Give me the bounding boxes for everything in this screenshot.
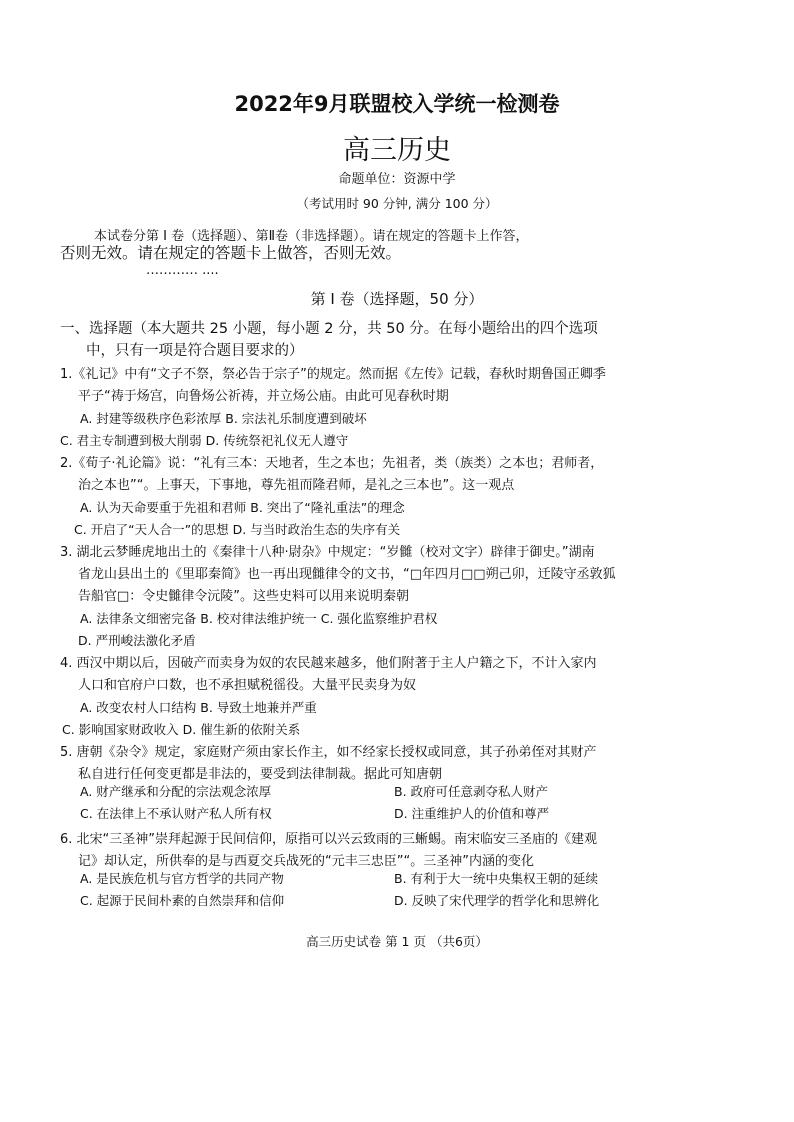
q5-line-2: 私自进行任何变更都是非法的，要受到法律制裁。据此可知唐朝: [78, 767, 443, 782]
q6-line-2: 记》却认定，所供奉的是与西夏交兵战死的“元丰三忠臣”“。三圣神”内涵的变化: [78, 854, 534, 869]
q1-options-ab: A. 封建等级秩序色彩浓厚 B. 宗法礼乐制度遭到破坏: [80, 411, 367, 426]
q1-line-1: 1.《礼记》中有“文子不祭，祭必告于宗子”的规定。然而据《左传》记载，春秋时期鲁国正卿季: [60, 367, 606, 382]
q2-line-2: 治之本也”“。上事天，下事地，尊先祖而隆君师，是礼之三本也”。这一观点: [78, 478, 515, 493]
exam-title: 2022年9月联盟校入学统一检测卷: [234, 92, 560, 116]
subject-title: 高三历史: [343, 135, 451, 166]
q2-line-1: 2.《荀子·礼论篇》说：“礼有三本：天地者，生之本也；先祖者，类（族类）之本也；君师者，: [60, 456, 604, 471]
q4-options-ab: A. 改变农村人口结构 B. 导致土地兼并严重: [80, 700, 317, 715]
q6-option-d: D. 反映了宋代理学的哲学化和思辨化: [394, 893, 600, 908]
q2-options-ab: A. 认为天命要重于先祖和君师 B. 突出了“隆礼重法”的理念: [80, 500, 405, 515]
q5-line-1: 5. 唐朝《杂令》规定，家庭财产须由家长作主，如不经家长授权或同意，其子孙弟侄对其财产: [60, 745, 597, 760]
intro-line-1: 本试卷分第 I 卷（选择题）、第Ⅱ卷（非选择题）。请在规定的答题卡上作答，: [94, 229, 529, 244]
q1-options-cd: C. 君主专制遭到极大削弱 D. 传统祭祀礼仪无人遵守: [60, 433, 349, 448]
q4-options-cd: C. 影响国家财政收入 D. 催生新的依附关系: [62, 722, 301, 737]
q3-options-abc: A. 法律条文细密完备 B. 校对律法维护统一 C. 强化监察维护君权: [80, 611, 438, 626]
q3-line-1: 3. 湖北云梦睡虎地出土的《秦律十八种·尉杂》中规定：“岁雠（校对文字）辟律于御史。”湖南: [60, 545, 595, 560]
section-title: 第 I 卷（选择题，50 分）: [310, 290, 484, 308]
q6-option-c: C. 起源于民间朴素的自然崇拜和信仰: [80, 893, 285, 908]
q6-option-a: A. 是民族危机与官方哲学的共同产物: [80, 871, 284, 886]
q6-option-b: B. 有利于大一统中央集权王朝的延续: [394, 871, 599, 886]
q4-line-1: 4. 西汉中期以后，因破产而卖身为奴的农民越来越多，他们附著于主人户籍之下，不计入家内: [60, 656, 597, 671]
intro-line-2: 否则无效。请在规定的答题卡上做答，否则无效。: [60, 244, 402, 262]
q5-option-b: B. 政府可任意剥夺私人财产: [394, 784, 549, 799]
q5-option-a: A. 财产继承和分配的宗法观念浓厚: [80, 784, 272, 799]
part-instructions-1: 一、选择题（本大题共 25 小题，每小题 2 分，共 50 分。在每小题给出的四个选项: [60, 321, 598, 337]
time-info: （考试用时 90 分钟, 满分 100 分）: [296, 196, 498, 211]
q5-option-d: D. 注重维护人的价值和尊严: [394, 806, 550, 821]
q3-line-2: 省龙山县出土的《里耶秦简》也一再出现雠律令的文书，“□年四月□□朔己卯，迁陵守丞敦狐: [78, 567, 616, 582]
author-line: 命题单位：资源中学: [338, 172, 456, 187]
intro-dots: ………… ....: [146, 263, 219, 278]
q4-line-2: 人口和官府户口数，也不承担赋税徭役。大量平民卖身为奴: [78, 678, 417, 693]
q1-line-2: 平子“祷于炀宫，向鲁炀公祈祷，并立炀公庙。由此可见春秋时期: [78, 389, 449, 404]
q2-options-cd: C. 开启了“天人合一”的思想 D. 与当时政治生态的失序有关: [74, 522, 401, 537]
q5-option-c: C. 在法律上不承认财产私人所有权: [80, 806, 272, 821]
q6-line-1: 6. 北宋“三圣神”崇拜起源于民间信仰，原指可以兴云致雨的三蜥蜴。南宋临安三圣庙的《建观: [60, 832, 598, 847]
page-footer: 高三历史试卷 第 1 页 （共6页）: [306, 934, 488, 949]
q3-line-3: 告船官□：令史雠律令沅陵”。这些史料可以用来说明秦朝: [78, 589, 410, 604]
part-instructions-2: 中，只有一项是符合题目要求的）: [86, 343, 304, 359]
q3-option-d: D. 严刑峻法激化矛盾: [78, 633, 196, 648]
